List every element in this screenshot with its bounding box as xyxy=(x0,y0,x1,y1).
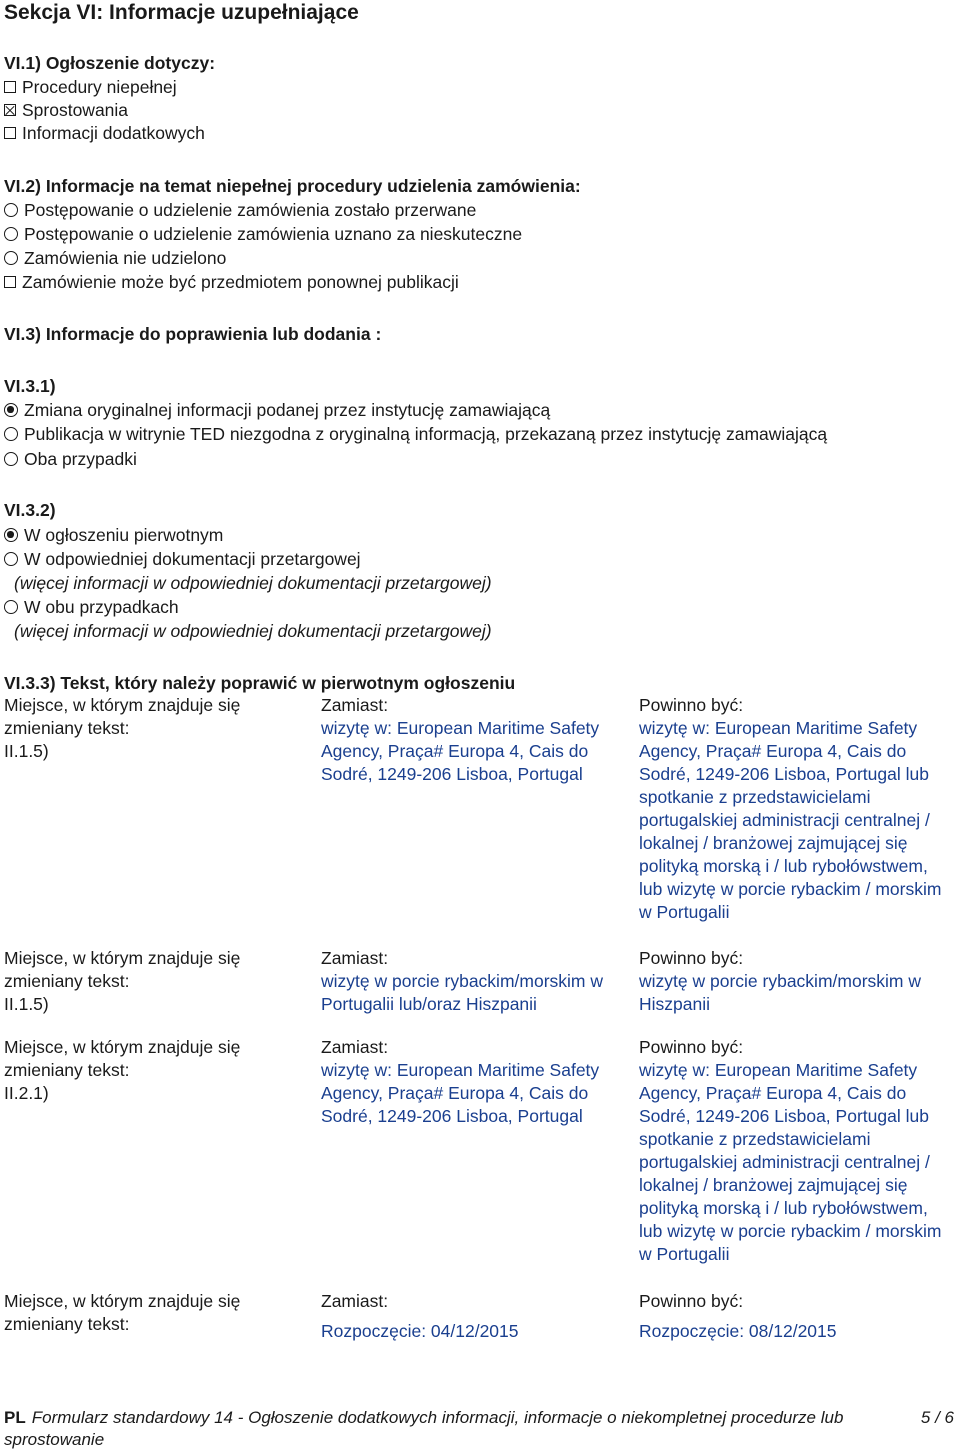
page-number: 5 / 6 xyxy=(920,1408,954,1427)
entry-place xyxy=(4,694,294,763)
entry-instead xyxy=(321,947,636,1016)
place-label: Miejsce, w którym znajduje się zmieniany tekst: xyxy=(4,1037,241,1080)
vi1-option-sprostowania[interactable] xyxy=(4,99,128,121)
option-label: W odpowiedniej dokumentacji przetargowej xyxy=(24,549,361,569)
entry-should xyxy=(639,1290,949,1343)
option-label: Zamówienie może być przedmiotem ponownej publikacji xyxy=(22,272,459,292)
checkbox-unchecked-icon[interactable] xyxy=(4,81,16,93)
should-label: Powinno być: xyxy=(639,1037,744,1057)
radio-unchecked-icon[interactable] xyxy=(4,227,18,241)
option-label: Postępowanie o udzielenie zamówienia zostało przerwane xyxy=(24,200,477,220)
vi2-option-przerwane[interactable] xyxy=(4,199,476,221)
vi32-note: (więcej informacji w odpowiedniej dokumentacji przetargowej) xyxy=(14,621,492,641)
entry-instead xyxy=(321,1290,636,1343)
checkbox-unchecked-icon[interactable] xyxy=(4,127,16,139)
instead-label: Zamiast: xyxy=(321,1291,389,1311)
footer-form-title: Formularz standardowy 14 - Ogłoszenie dodatkowych informacji, informacje o niekompletnej procedurze lub sprostowanie xyxy=(4,1408,844,1449)
radio-unchecked-icon[interactable] xyxy=(4,552,18,566)
instead-value: Rozpoczęcie: 04/12/2015 xyxy=(321,1321,519,1341)
radio-unchecked-icon[interactable] xyxy=(4,251,18,265)
option-label: Informacji dodatkowych xyxy=(22,123,205,143)
place-label: Miejsce, w którym znajduje się zmieniany tekst: xyxy=(4,948,241,991)
option-label: Procedury niepełnej xyxy=(22,77,177,97)
instead-value: wizytę w porcie rybackim/morskim w Portugalii lub/oraz Hiszpanii xyxy=(321,971,603,1014)
should-value: wizytę w porcie rybackim/morskim w Hiszpanii xyxy=(639,971,921,1014)
should-label: Powinno być: xyxy=(639,1291,744,1311)
option-label: Publikacja w witrynie TED niezgodna z oryginalną informacją, przekazaną przez instytucję zamawiającą xyxy=(24,424,828,444)
radio-unchecked-icon[interactable] xyxy=(4,452,18,466)
should-label: Powinno być: xyxy=(639,948,744,968)
vi32-title: VI.3.2) xyxy=(4,500,56,520)
option-label: Sprostowania xyxy=(22,100,129,120)
option-label: W ogłoszeniu pierwotnym xyxy=(24,525,224,545)
vi31-option-publikacja-ted[interactable] xyxy=(4,423,827,445)
instead-value: wizytę w: European Maritime Safety Agency, Praça# Europa 4, Cais do Sodré, 1249-206 Lisboa, Portugal xyxy=(321,718,600,784)
option-label: Oba przypadki xyxy=(24,449,137,469)
footer-text-wrap xyxy=(4,1407,864,1451)
entry-should xyxy=(639,694,949,924)
vi32-note: (więcej informacji w odpowiedniej dokumentacji przetargowej) xyxy=(14,573,492,593)
vi31-option-oba[interactable] xyxy=(4,448,137,470)
option-label: Postępowanie o udzielenie zamówienia uznano za nieskuteczne xyxy=(24,224,523,244)
entry-should xyxy=(639,947,949,1016)
should-value: wizytę w: European Maritime Safety Agency, Praça# Europa 4, Cais do Sodré, 1249-206 Lisboa, Portugal lub spotkanie z przedstawicielami portugalskiej administracji centralnej / lokalnej / branżowej zajmującej się polityką morską i / lub rybołówstwem, lub wizytę w porcie rybackim / morskim w Portugalii xyxy=(639,718,942,922)
vi31-option-zmiana[interactable] xyxy=(4,399,550,421)
radio-checked-icon[interactable] xyxy=(4,528,18,542)
option-label: Zmiana oryginalnej informacji podanej przez instytucję zamawiającą xyxy=(24,400,551,420)
footer-lang: PL xyxy=(4,1408,26,1427)
place-value: II.1.5) xyxy=(4,994,49,1014)
entry-instead xyxy=(321,1036,636,1128)
radio-checked-icon[interactable] xyxy=(4,403,18,417)
instead-label: Zamiast: xyxy=(321,695,389,715)
entry-place xyxy=(4,947,294,1016)
instead-value: wizytę w: European Maritime Safety Agency, Praça# Europa 4, Cais do Sodré, 1249-206 Lisboa, Portugal xyxy=(321,1060,600,1126)
entry-place xyxy=(4,1036,294,1105)
vi2-option-nie-udzielono[interactable] xyxy=(4,247,226,269)
vi1-title: VI.1) Ogłoszenie dotyczy: xyxy=(4,53,216,73)
checkbox-unchecked-icon[interactable] xyxy=(4,276,16,288)
vi32-option-obu[interactable] xyxy=(4,596,179,618)
radio-unchecked-icon[interactable] xyxy=(4,427,18,441)
place-label: Miejsce, w którym znajduje się zmieniany tekst: xyxy=(4,1291,241,1334)
vi33-title: VI.3.3) Tekst, który należy poprawić w pierwotnym ogłoszeniu xyxy=(4,673,516,693)
vi3-title: VI.3) Informacje do poprawienia lub dodania : xyxy=(4,324,382,344)
option-label: Zamówienia nie udzielono xyxy=(24,248,227,268)
radio-unchecked-icon[interactable] xyxy=(4,203,18,217)
vi1-option-procedury[interactable] xyxy=(4,76,177,98)
place-label: Miejsce, w którym znajduje się zmieniany tekst: xyxy=(4,695,241,738)
entry-should xyxy=(639,1036,949,1266)
instead-label: Zamiast: xyxy=(321,1037,389,1057)
entry-instead xyxy=(321,694,636,786)
instead-label: Zamiast: xyxy=(321,948,389,968)
should-label: Powinno być: xyxy=(639,695,744,715)
vi2-title: VI.2) Informacje na temat niepełnej procedury udzielenia zamówienia: xyxy=(4,176,581,196)
entry-place xyxy=(4,1290,294,1336)
place-value: II.2.1) xyxy=(4,1083,49,1103)
radio-unchecked-icon[interactable] xyxy=(4,600,18,614)
vi32-option-pierwotnym[interactable] xyxy=(4,524,223,546)
should-value: wizytę w: European Maritime Safety Agency, Praça# Europa 4, Cais do Sodré, 1249-206 Lisboa, Portugal lub spotkanie z przedstawicielami portugalskiej administracji centralnej / lokalnej / branżowej zajmującej się polityką morską i / lub rybołówstwem, lub wizytę w porcie rybackim / morskim w Portugalii xyxy=(639,1060,942,1264)
vi32-option-dokumentacji[interactable] xyxy=(4,548,361,570)
vi2-checkbox-ponowna-publikacja[interactable] xyxy=(4,271,459,293)
place-value: II.1.5) xyxy=(4,741,49,761)
section-title: Sekcja VI: Informacje uzupełniające xyxy=(4,1,359,24)
page-footer xyxy=(4,1407,954,1451)
vi2-option-nieskuteczne[interactable] xyxy=(4,223,522,245)
vi31-title: VI.3.1) xyxy=(4,376,56,396)
option-label: W obu przypadkach xyxy=(24,597,179,617)
should-value: Rozpoczęcie: 08/12/2015 xyxy=(639,1321,837,1341)
vi1-option-informacji[interactable] xyxy=(4,122,205,144)
checkbox-checked-icon[interactable] xyxy=(4,104,16,116)
